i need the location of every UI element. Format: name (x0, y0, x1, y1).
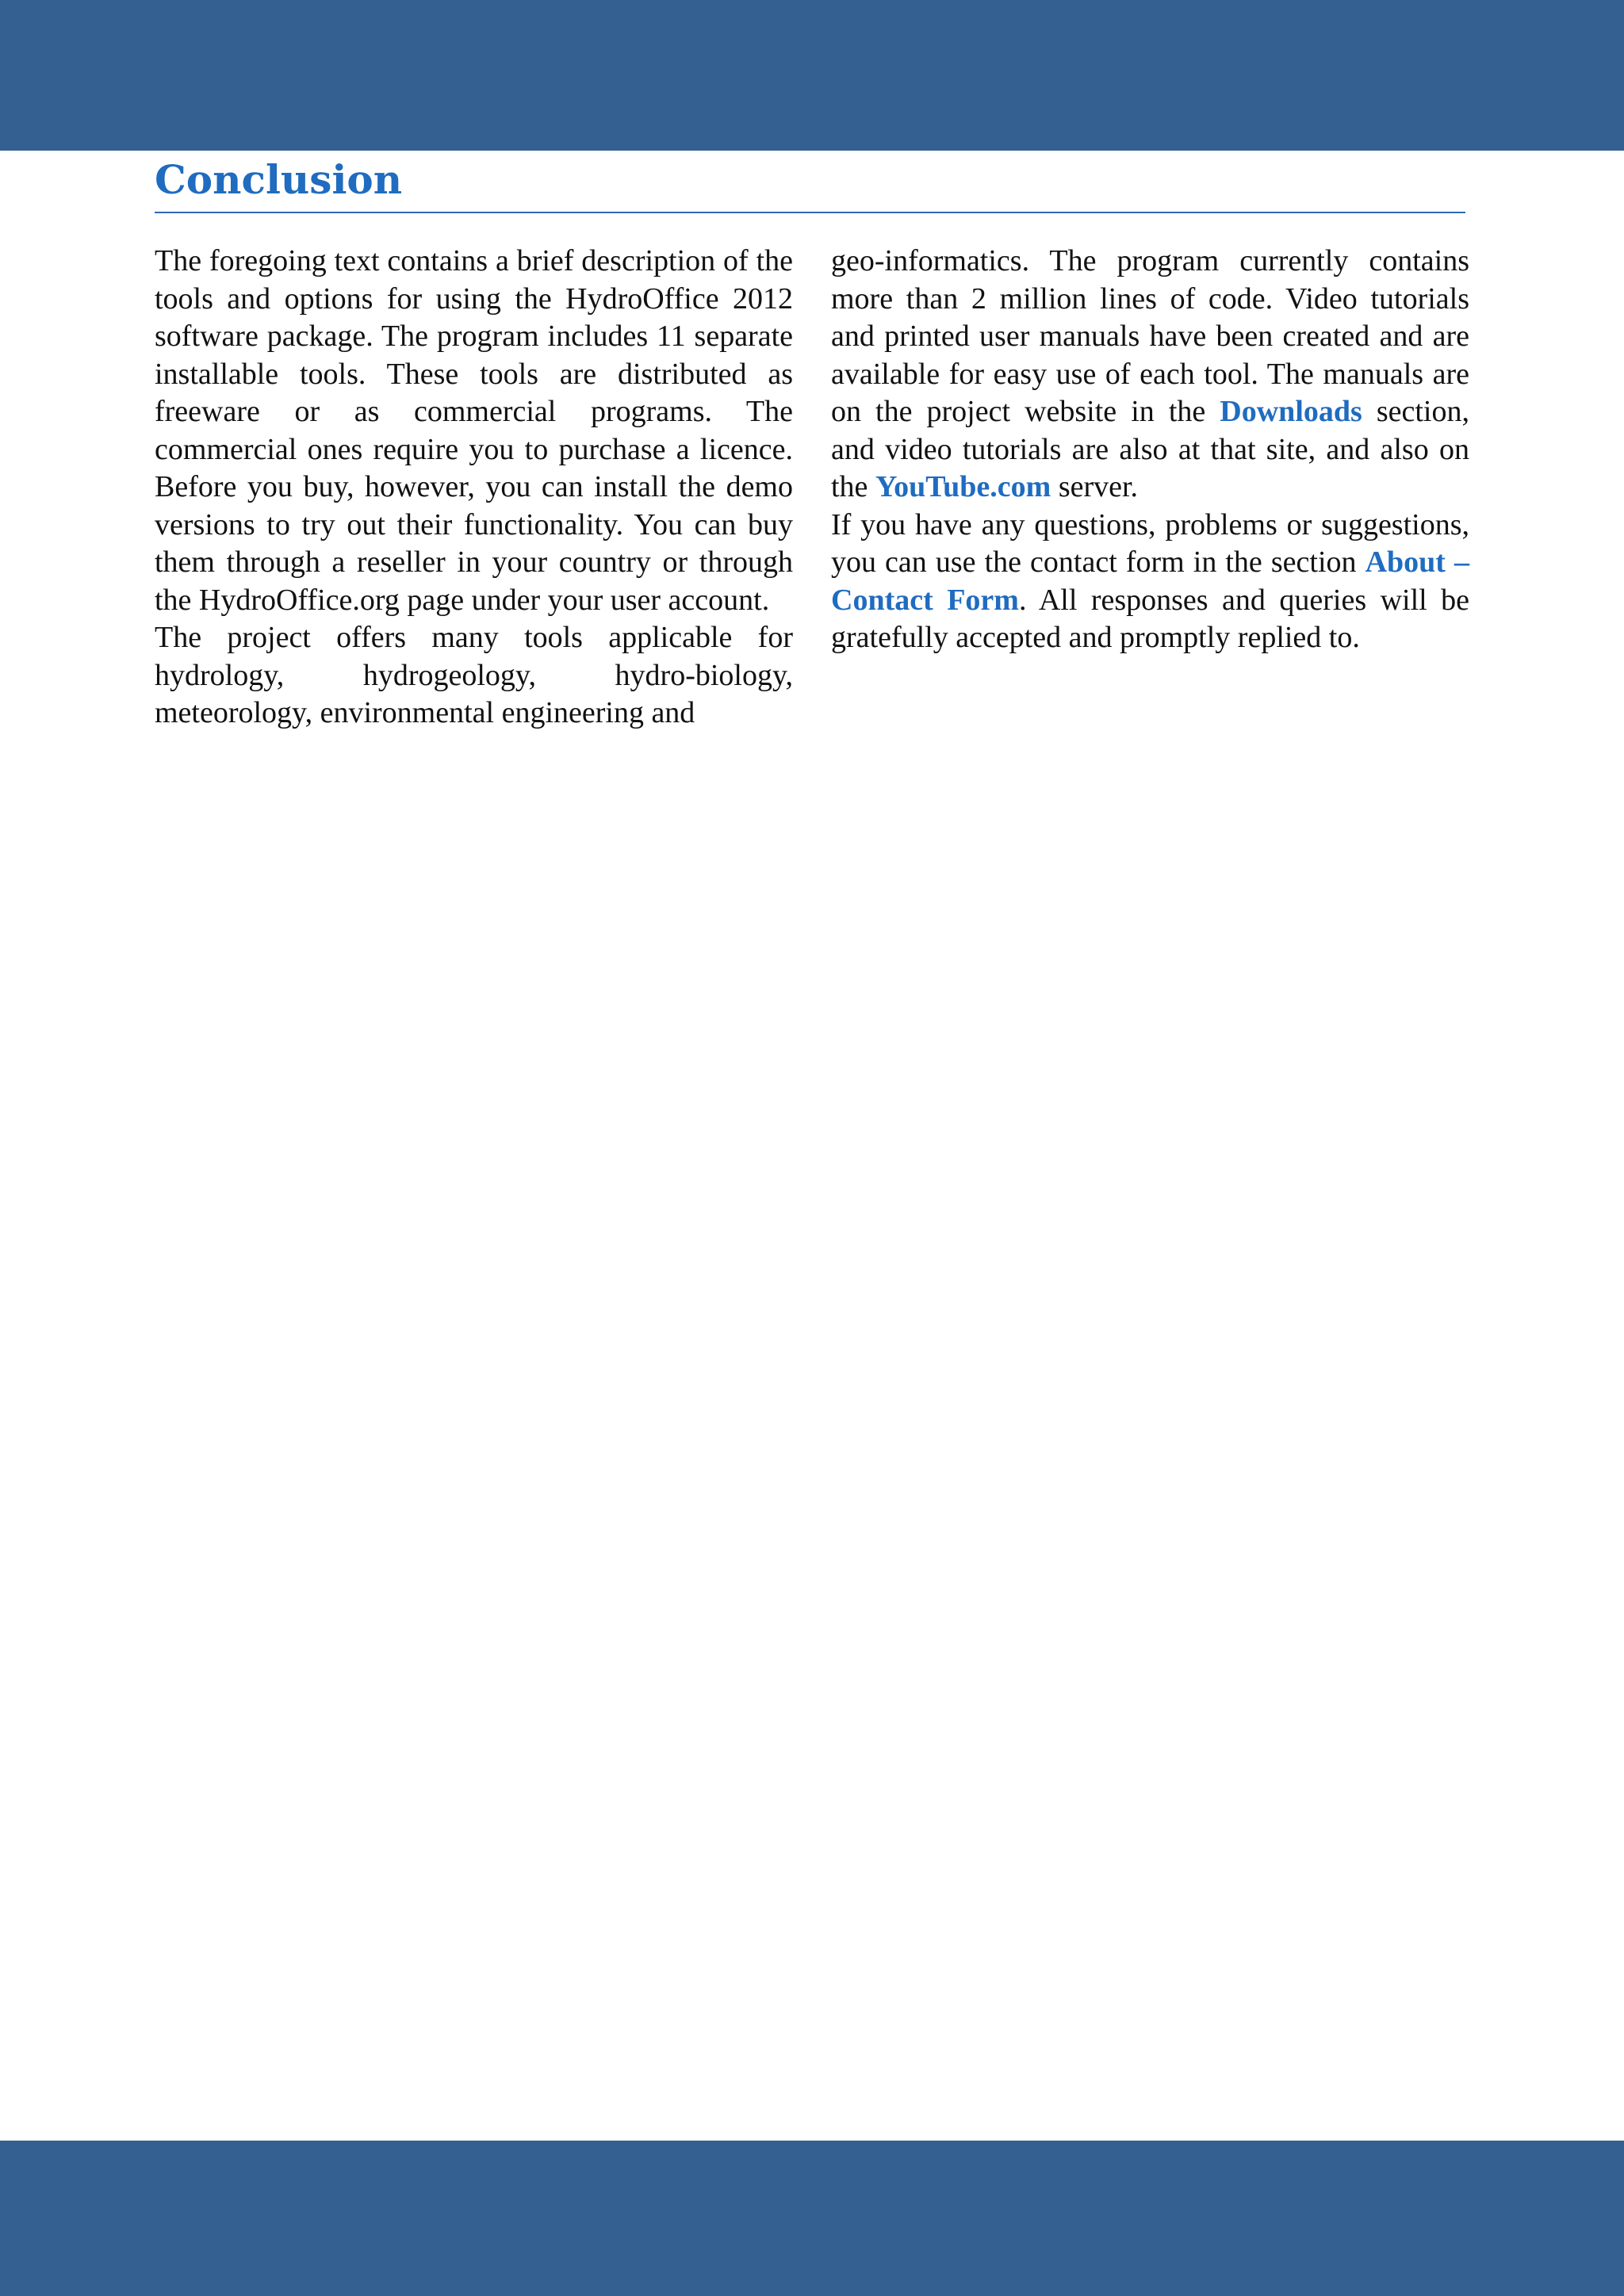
right-paragraph-1-text-c: server. (1051, 470, 1139, 503)
right-paragraph-1-text-a: geo-informatics. The program currently contains more than 2 million lines of code. Video tutorials and printed user manuals have been created and are available for easy use of each tool. The manuals are on the project website in the (831, 244, 1469, 428)
right-paragraph-2 (831, 507, 1469, 657)
footer-band (0, 2141, 1624, 2296)
downloads-link[interactable]: Downloads (1220, 395, 1362, 428)
right-paragraph-2-text-a: If you have any questions, problems or suggestions, you can use the contact form in the section (831, 507, 1469, 579)
section-heading: Conclusion (155, 156, 403, 203)
left-paragraph-2: The project offers many tools applicable for hydrology, hydrogeology, hydro-biology, meteorology, environmental engineering and (155, 621, 793, 729)
right-paragraph-1-text-b: section, and video tutorials are also at that site, and also on the (831, 395, 1469, 503)
right-paragraph-1 (831, 243, 1469, 507)
heading-divider (155, 212, 1465, 213)
left-paragraph-1: The foregoing text contains a brief description of the tools and options for using the HydroOffice 2012 software package. The program includes 11 separate installable tools. These tools are distributed as freeware or as commercial programs. The commercial ones require you to purchase a licence. Before you buy, however, you can install the demo versions to try out their functionality. You can buy them through a reseller in your country or through the HydroOffice.org page under your user account. (155, 244, 793, 617)
left-column (155, 243, 793, 733)
right-column (831, 243, 1469, 657)
contact-form-link[interactable]: About – Contact Form (831, 545, 1469, 617)
youtube-link[interactable]: YouTube.com (875, 470, 1051, 503)
header-band (0, 0, 1624, 151)
right-paragraph-2-text-b: . All responses and queries will be gratefully accepted and promptly replied to. (831, 583, 1470, 654)
